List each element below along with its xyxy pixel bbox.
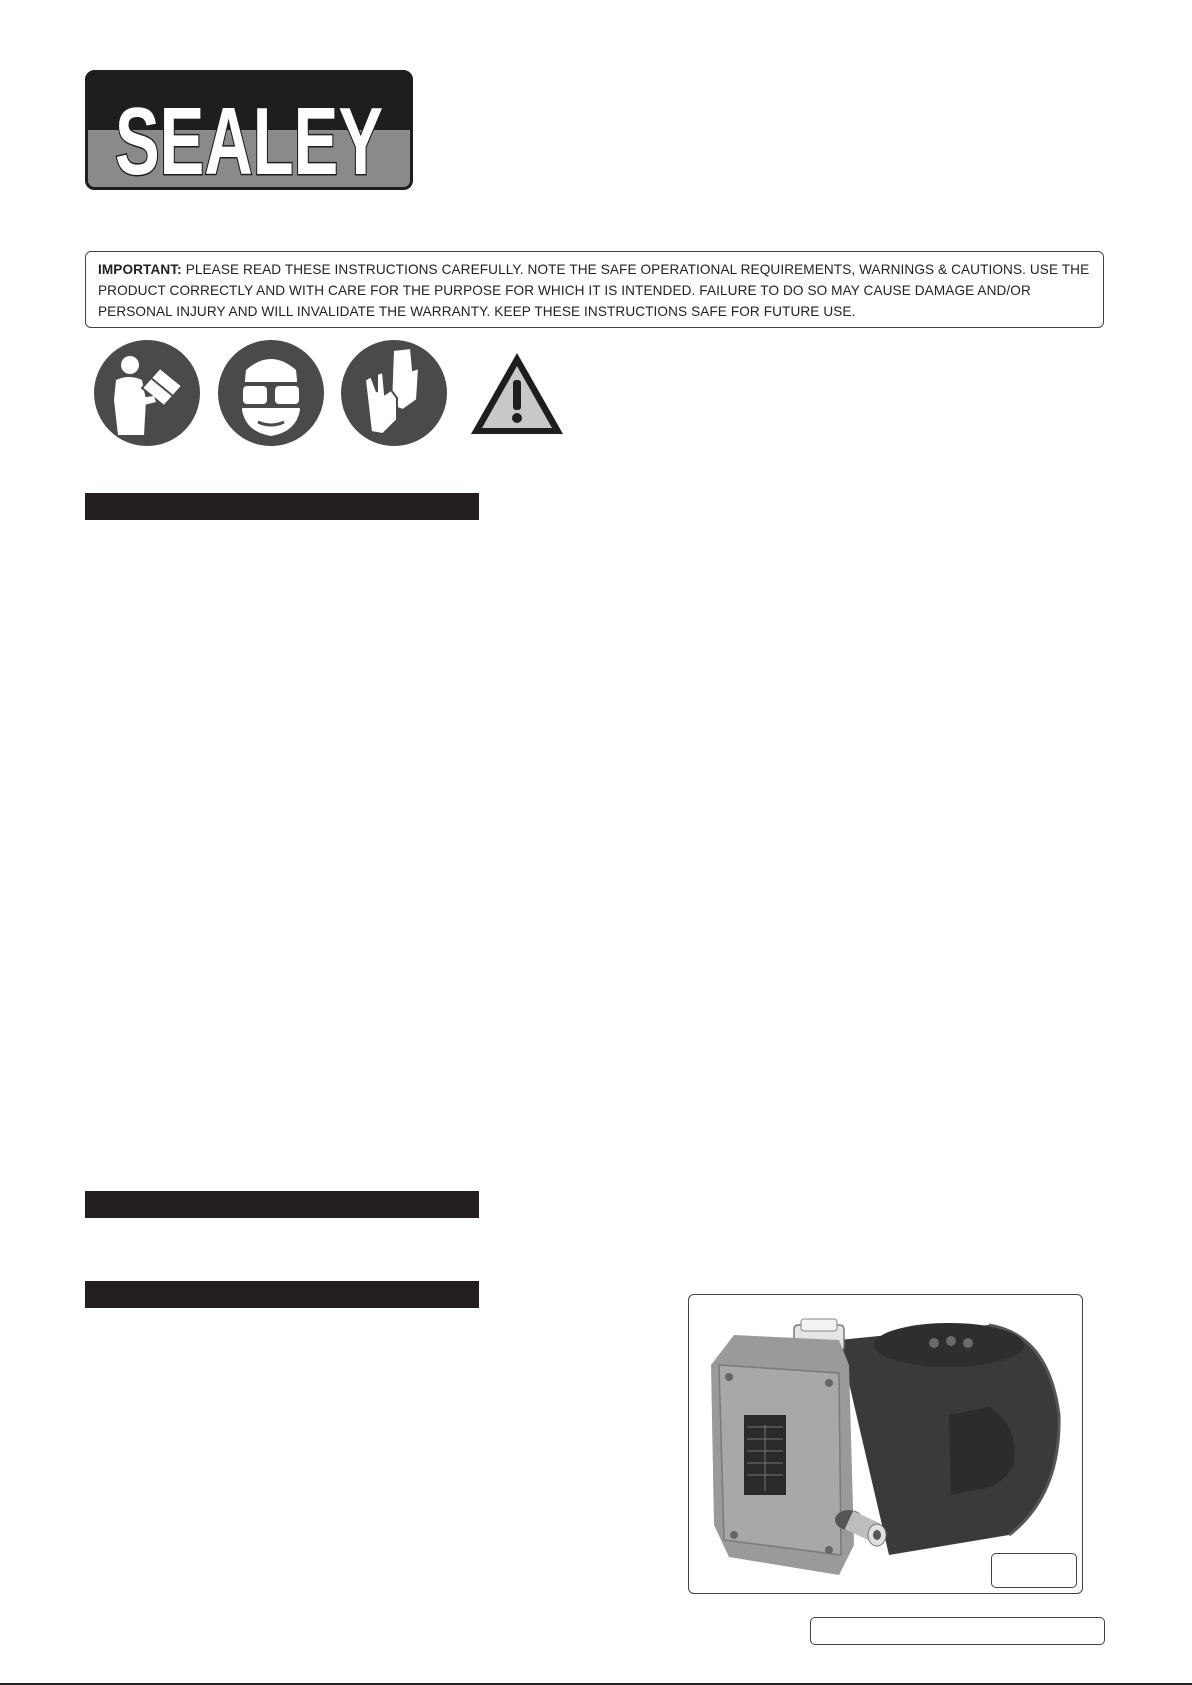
sealey-logo [85,70,413,195]
figure-label-box [991,1553,1077,1588]
important-label: IMPORTANT: [98,262,182,277]
model-number-box [810,1617,1105,1645]
read-manual-icon [94,340,200,446]
product-image-figure [688,1294,1083,1594]
important-text: PLEASE READ THESE INSTRUCTIONS CAREFULLY. NOTE THE SAFE OPERATIONAL REQUIREMENTS, WARNINGS & CAUTIONS. USE THE PRODUCT CORRECTLY AND WITH CARE FOR THE PURPOSE FOR WHICH IT IS INTENDED. FAILURE TO DO SO MAY CAUSE DAMAGE AND/OR PERSONAL INJURY AND WILL INVALIDATE THE WARRANTY. KEEP THESE INSTRUCTIONS SAFE FOR FUTURE USE. [98,262,1090,319]
safety-goggles-icon [218,340,324,446]
section-header-bar-2 [85,1191,479,1218]
section-header-bar-1 [85,493,479,520]
protective-gloves-icon [341,340,447,446]
oil-pump-image [689,1295,1084,1595]
warning-triangle-icon [468,350,566,438]
section-header-bar-3 [85,1281,479,1308]
important-notice [85,251,1104,328]
svg-text:SEALEY: SEALEY [115,88,383,195]
